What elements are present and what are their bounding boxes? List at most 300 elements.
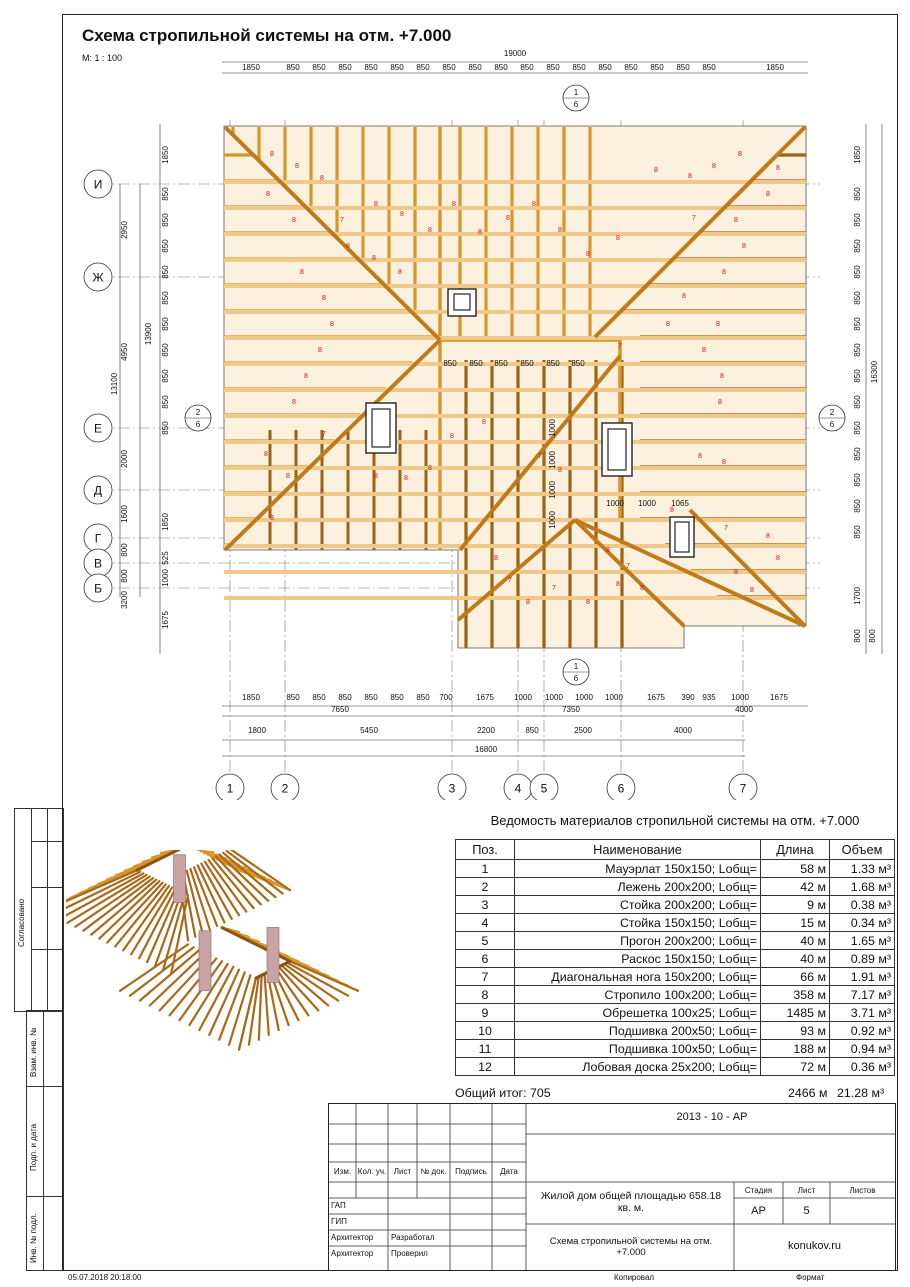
position-marker: 8 bbox=[270, 515, 274, 522]
dimension-label: 850 bbox=[442, 63, 456, 72]
row-length: 66 м bbox=[761, 968, 830, 986]
dimension-label: 1000 bbox=[548, 419, 557, 437]
dimension-label: 850 bbox=[853, 239, 862, 253]
position-marker: 8 bbox=[322, 295, 326, 302]
position-marker: 8 bbox=[532, 201, 536, 208]
section-sheet: 6 bbox=[195, 420, 201, 429]
row-pos: 9 bbox=[456, 1004, 515, 1022]
position-marker: 8 bbox=[558, 227, 562, 234]
position-marker: 7 bbox=[692, 215, 696, 222]
dimension-label: 850 bbox=[853, 265, 862, 279]
dimension-label: 1675 bbox=[476, 693, 494, 702]
dimension-label: 850 bbox=[364, 693, 378, 702]
dimension-label: 1850 bbox=[853, 146, 862, 164]
position-marker: 7 bbox=[340, 217, 344, 224]
dimension-label: 850 bbox=[338, 693, 352, 702]
dimension-label: 850 bbox=[572, 63, 586, 72]
dimension-label: 850 bbox=[468, 63, 482, 72]
dimension-label: 1000 bbox=[606, 499, 624, 508]
dimension-label: 1850 bbox=[766, 63, 784, 72]
dimension-label: 850 bbox=[469, 359, 483, 368]
dimension-label: 850 bbox=[650, 63, 664, 72]
materials-header-row bbox=[456, 840, 895, 860]
dimension-label: 2950 bbox=[120, 221, 129, 239]
position-marker: 8 bbox=[304, 373, 308, 380]
dimension-label: 850 bbox=[416, 63, 430, 72]
row-length: 58 м bbox=[761, 860, 830, 878]
action-checked: Проверил bbox=[391, 1249, 428, 1258]
position-marker: 7 bbox=[322, 431, 326, 438]
position-marker: 8 bbox=[722, 269, 726, 276]
iso-chimney bbox=[174, 855, 186, 903]
dimension-label: 1600 bbox=[120, 505, 129, 523]
position-marker: 8 bbox=[450, 433, 454, 440]
dimension-label: 850 bbox=[161, 213, 170, 227]
position-marker: 8 bbox=[640, 585, 644, 592]
position-marker: 8 bbox=[398, 269, 402, 276]
position-marker: 8 bbox=[452, 201, 456, 208]
dimension-label: 850 bbox=[853, 395, 862, 409]
chimney-2 bbox=[366, 403, 396, 453]
position-marker: 8 bbox=[558, 467, 562, 474]
dimension-label: 850 bbox=[853, 187, 862, 201]
dimension-label: 13100 bbox=[110, 372, 119, 396]
dimension-label: 1675 bbox=[161, 611, 170, 629]
row-pos: 12 bbox=[456, 1058, 515, 1076]
role-gip: ГИП bbox=[331, 1217, 347, 1226]
section-sheet: 6 bbox=[573, 674, 579, 683]
materials-row bbox=[456, 1004, 895, 1022]
row-volume: 3.71 м³ bbox=[830, 1004, 895, 1022]
position-marker: 8 bbox=[374, 201, 378, 208]
dimension-label: 1000 bbox=[638, 499, 656, 508]
dimension-label: 2000 bbox=[120, 450, 129, 468]
row-pos: 2 bbox=[456, 878, 515, 896]
sheet-label: Лист bbox=[797, 1186, 816, 1195]
dimension-label: 850 bbox=[161, 265, 170, 279]
position-marker: 8 bbox=[718, 399, 722, 406]
dimension-label: 850 bbox=[624, 63, 638, 72]
materials-row bbox=[456, 968, 895, 986]
inventory-box bbox=[26, 1010, 64, 1271]
dimension-label: 800 bbox=[853, 629, 862, 643]
row-length: 15 м bbox=[761, 914, 830, 932]
row-pos: 4 bbox=[456, 914, 515, 932]
axis-row-label: Б bbox=[94, 581, 102, 596]
dimension-label: 850 bbox=[390, 693, 404, 702]
dimension-label: 16800 bbox=[474, 745, 498, 754]
position-marker: 7 bbox=[552, 585, 556, 592]
dimension-label: 1700 bbox=[853, 587, 862, 605]
materials-row bbox=[456, 1040, 895, 1058]
section-sheet: 6 bbox=[829, 420, 835, 429]
inv-vzam-label: Взам. инв. № bbox=[29, 1027, 38, 1077]
row-pos: 8 bbox=[456, 986, 515, 1004]
position-marker: 8 bbox=[776, 165, 780, 172]
row-name: Подшивка 100х50; Lобщ= bbox=[515, 1040, 761, 1058]
row-volume: 1.68 м³ bbox=[830, 878, 895, 896]
section-number: 1 bbox=[573, 662, 579, 671]
row-name: Стропило 100х200; Lобщ= bbox=[515, 986, 761, 1004]
dimension-label: 850 bbox=[286, 693, 300, 702]
dimension-label: 19000 bbox=[503, 49, 527, 58]
dimension-label: 850 bbox=[702, 63, 716, 72]
position-marker: 8 bbox=[404, 475, 408, 482]
dimension-label: 1000 bbox=[731, 693, 749, 702]
dimension-label: 4000 bbox=[674, 726, 692, 735]
axis-col-label: 2 bbox=[281, 781, 289, 796]
project-code: 2013 - 10 - АР bbox=[676, 1111, 748, 1123]
row-length: 358 м bbox=[761, 986, 830, 1004]
position-marker: 8 bbox=[292, 217, 296, 224]
position-marker: 8 bbox=[266, 191, 270, 198]
position-marker: 7 bbox=[508, 577, 512, 584]
section-number: 2 bbox=[195, 408, 201, 417]
row-pos: 10 bbox=[456, 1022, 515, 1040]
dimension-label: 850 bbox=[312, 63, 326, 72]
row-length: 40 м bbox=[761, 932, 830, 950]
stage-label: Стадия bbox=[744, 1186, 773, 1195]
agreed-box bbox=[14, 808, 64, 1012]
dimension-label: 1000 bbox=[514, 693, 532, 702]
sign-date-label: Подп. и дата bbox=[29, 1123, 38, 1171]
dimension-label: 1850 bbox=[242, 63, 260, 72]
dimension-label: 850 bbox=[161, 421, 170, 435]
position-marker: 8 bbox=[320, 489, 324, 496]
row-pos: 7 bbox=[456, 968, 515, 986]
row-pos: 3 bbox=[456, 896, 515, 914]
position-marker: 8 bbox=[286, 473, 290, 480]
dimension-label: 1000 bbox=[575, 693, 593, 702]
materials-row bbox=[456, 1022, 895, 1040]
sheet-title: Схема стропильной системы на отм. +7.000 bbox=[549, 1236, 713, 1258]
position-marker: 8 bbox=[295, 163, 299, 170]
dimension-label: 935 bbox=[702, 693, 716, 702]
agreed-label: Согласовано bbox=[17, 898, 26, 947]
dimension-label: 850 bbox=[546, 63, 560, 72]
row-pos: 5 bbox=[456, 932, 515, 950]
axis-row-label: Е bbox=[93, 421, 103, 436]
dimension-label: 1800 bbox=[248, 726, 266, 735]
dimension-label: 4000 bbox=[735, 705, 753, 714]
row-name: Подшивка 200х50; Lобщ= bbox=[515, 1022, 761, 1040]
chimney-3 bbox=[602, 423, 632, 476]
position-marker: 8 bbox=[670, 507, 674, 514]
dimension-label: 850 bbox=[571, 359, 585, 368]
dimension-label: 700 bbox=[439, 693, 453, 702]
dimension-label: 1675 bbox=[647, 693, 665, 702]
position-marker: 8 bbox=[750, 587, 754, 594]
position-marker: 8 bbox=[374, 473, 378, 480]
position-marker: 8 bbox=[712, 163, 716, 170]
materials-row bbox=[456, 914, 895, 932]
row-length: 188 м bbox=[761, 1040, 830, 1058]
row-length: 1485 м bbox=[761, 1004, 830, 1022]
position-marker: 7 bbox=[618, 343, 622, 350]
row-volume: 0.92 м³ bbox=[830, 1022, 895, 1040]
dimension-label: 800 bbox=[120, 543, 129, 557]
row-volume: 1.65 м³ bbox=[830, 932, 895, 950]
position-marker: 8 bbox=[766, 533, 770, 540]
dimension-label: 850 bbox=[364, 63, 378, 72]
axis-row-label: В bbox=[93, 556, 103, 571]
position-marker: 8 bbox=[428, 465, 432, 472]
axis-col-label: 5 bbox=[540, 781, 548, 796]
row-name: Диагональная нога 150х200; Lобщ= bbox=[515, 968, 761, 986]
dimension-label: 850 bbox=[598, 63, 612, 72]
dimension-label: 2500 bbox=[574, 726, 592, 735]
axis-row-label: Ж bbox=[92, 270, 104, 285]
position-marker: 8 bbox=[494, 555, 498, 562]
dimension-label: 1850 bbox=[161, 146, 170, 164]
row-name: Стойка 150х150; Lобщ= bbox=[515, 914, 761, 932]
dimension-label: 1065 bbox=[671, 499, 689, 508]
dimension-label: 1000 bbox=[548, 451, 557, 469]
dimension-label: 850 bbox=[443, 359, 457, 368]
dimension-label: 850 bbox=[494, 359, 508, 368]
object-name: Жилой дом общей площадью 658.18 кв. м. bbox=[540, 1190, 722, 1214]
position-marker: 8 bbox=[270, 151, 274, 158]
dimension-label: 7350 bbox=[562, 705, 580, 714]
materials-title: Ведомость материалов стропильной системы на отм. +7.000 bbox=[490, 813, 860, 828]
dimension-label: 4950 bbox=[120, 343, 129, 361]
position-marker: 8 bbox=[300, 269, 304, 276]
dimension-label: 850 bbox=[338, 63, 352, 72]
dimension-label: 1850 bbox=[242, 693, 260, 702]
section-sheet: 6 bbox=[573, 100, 579, 109]
dimension-label: 525 bbox=[161, 551, 170, 565]
position-marker: 8 bbox=[616, 235, 620, 242]
dimension-label: 850 bbox=[853, 499, 862, 513]
materials-row bbox=[456, 986, 895, 1004]
position-marker: 8 bbox=[478, 229, 482, 236]
dimension-label: 850 bbox=[520, 359, 534, 368]
row-pos: 1 bbox=[456, 860, 515, 878]
dimension-label: 850 bbox=[853, 421, 862, 435]
dimension-label: 850 bbox=[161, 239, 170, 253]
dimension-label: 850 bbox=[520, 63, 534, 72]
materials-total bbox=[455, 1085, 895, 1103]
dimension-label: 1000 bbox=[545, 693, 563, 702]
dimension-label: 850 bbox=[161, 317, 170, 331]
col-pos: Поз. bbox=[456, 840, 515, 860]
row-name: Прогон 200х200; Lобщ= bbox=[515, 932, 761, 950]
dimension-label: 850 bbox=[853, 473, 862, 487]
axis-col-label: 7 bbox=[739, 781, 747, 796]
axis-row-label: И bbox=[93, 177, 103, 192]
title-block bbox=[328, 1103, 896, 1271]
role-architect-2: Архитектор bbox=[331, 1249, 374, 1258]
position-marker: 8 bbox=[318, 347, 322, 354]
position-marker: 8 bbox=[698, 453, 702, 460]
position-marker: 8 bbox=[776, 555, 780, 562]
roof-3d-view bbox=[66, 850, 446, 1090]
position-marker: 8 bbox=[666, 321, 670, 328]
dimension-label: 850 bbox=[286, 63, 300, 72]
action-developed: Разработал bbox=[391, 1233, 435, 1242]
position-marker: 8 bbox=[346, 243, 350, 250]
total-length: 2466 м bbox=[788, 1086, 828, 1100]
dimension-label: 850 bbox=[853, 525, 862, 539]
stamp-col-kol: Кол. уч. bbox=[357, 1167, 387, 1176]
page-title: Схема стропильной системы на отм. +7.000 bbox=[82, 26, 452, 45]
position-marker: 8 bbox=[506, 215, 510, 222]
iso-chimney bbox=[267, 927, 279, 982]
dimension-label: 1675 bbox=[770, 693, 788, 702]
dimension-label: 850 bbox=[853, 291, 862, 305]
materials-row bbox=[456, 896, 895, 914]
dimension-label: 850 bbox=[494, 63, 508, 72]
dimension-label: 1000 bbox=[161, 569, 170, 587]
dimension-label: 800 bbox=[120, 569, 129, 583]
dimension-label: 1000 bbox=[548, 481, 557, 499]
dimension-label: 850 bbox=[525, 726, 539, 735]
row-volume: 0.94 м³ bbox=[830, 1040, 895, 1058]
position-marker: 8 bbox=[654, 167, 658, 174]
total-volume: 21.28 м³ bbox=[837, 1086, 885, 1100]
site-name: konukov.ru bbox=[788, 1240, 841, 1252]
inv-orig-label: Инв. № подл. bbox=[29, 1213, 38, 1263]
axis-col-label: 1 bbox=[226, 781, 234, 796]
axis-row-label: Д bbox=[93, 483, 103, 498]
dimension-label: 850 bbox=[312, 693, 326, 702]
dimension-label: 850 bbox=[853, 447, 862, 461]
position-marker: 8 bbox=[716, 321, 720, 328]
dimension-label: 390 bbox=[681, 693, 695, 702]
col-length: Длина bbox=[761, 840, 830, 860]
format-label: Формат bbox=[796, 1273, 825, 1282]
position-marker: 8 bbox=[264, 451, 268, 458]
position-marker: 8 bbox=[292, 399, 296, 406]
row-volume: 0.34 м³ bbox=[830, 914, 895, 932]
role-architect-1: Архитектор bbox=[331, 1233, 374, 1242]
dimension-label: 850 bbox=[161, 369, 170, 383]
row-length: 40 м bbox=[761, 950, 830, 968]
position-marker: 7 bbox=[724, 525, 728, 532]
stamp-col-sign: Подпись bbox=[455, 1167, 487, 1176]
position-marker: 8 bbox=[722, 459, 726, 466]
scale-label: М: 1 : 100 bbox=[82, 53, 123, 63]
position-marker: 8 bbox=[428, 227, 432, 234]
row-length: 93 м bbox=[761, 1022, 830, 1040]
position-marker: 8 bbox=[738, 151, 742, 158]
materials-row bbox=[456, 950, 895, 968]
row-name: Лобовая доска 25х200; Lобщ= bbox=[515, 1058, 761, 1076]
row-volume: 1.91 м³ bbox=[830, 968, 895, 986]
row-name: Раскос 150х150; Lобщ= bbox=[515, 950, 761, 968]
row-length: 42 м bbox=[761, 878, 830, 896]
position-marker: 8 bbox=[616, 581, 620, 588]
dimension-label: 850 bbox=[853, 213, 862, 227]
materials-row bbox=[456, 878, 895, 896]
row-volume: 0.38 м³ bbox=[830, 896, 895, 914]
row-name: Обрешетка 100х25; Lобщ= bbox=[515, 1004, 761, 1022]
position-marker: 7 bbox=[538, 453, 542, 460]
position-marker: 8 bbox=[720, 373, 724, 380]
position-marker: 8 bbox=[526, 599, 530, 606]
dimension-label: 3200 bbox=[120, 591, 129, 609]
position-marker: 8 bbox=[688, 173, 692, 180]
dimension-label: 850 bbox=[390, 63, 404, 72]
row-name: Стойка 200х200; Lобщ= bbox=[515, 896, 761, 914]
iso-beam bbox=[222, 928, 290, 962]
dimension-label: 850 bbox=[546, 359, 560, 368]
total-label: Общий итог: 705 bbox=[455, 1086, 551, 1100]
position-marker: 8 bbox=[320, 175, 324, 182]
dimension-label: 2200 bbox=[477, 726, 495, 735]
section-number: 2 bbox=[829, 408, 835, 417]
materials-row bbox=[456, 1058, 895, 1076]
row-length: 72 м bbox=[761, 1058, 830, 1076]
dimension-label: 850 bbox=[676, 63, 690, 72]
chimney-4 bbox=[670, 517, 694, 557]
axis-col-label: 6 bbox=[617, 781, 625, 796]
chimney-1 bbox=[448, 289, 476, 316]
stage-value: АР bbox=[751, 1205, 766, 1217]
axis-col-label: 4 bbox=[514, 781, 522, 796]
dimension-label: 850 bbox=[853, 343, 862, 357]
materials-row bbox=[456, 932, 895, 950]
dimension-label: 850 bbox=[416, 693, 430, 702]
dimension-label: 850 bbox=[161, 395, 170, 409]
stamp-col-izm: Изм. bbox=[333, 1167, 352, 1176]
position-marker: 8 bbox=[330, 321, 334, 328]
iso-beam bbox=[259, 975, 262, 1040]
iso-chimney bbox=[199, 931, 211, 991]
stamp-col-doc: № док. bbox=[420, 1167, 447, 1176]
row-name: Лежень 200х200; Lобщ= bbox=[515, 878, 761, 896]
row-volume: 1.33 м³ bbox=[830, 860, 895, 878]
axis-row-label: Г bbox=[94, 531, 102, 546]
position-marker: 8 bbox=[734, 569, 738, 576]
role-gap: ГАП bbox=[331, 1201, 346, 1210]
materials-row bbox=[456, 860, 895, 878]
iso-beam bbox=[198, 865, 225, 922]
position-marker: 8 bbox=[586, 251, 590, 258]
section-number: 1 bbox=[573, 88, 579, 97]
row-volume: 0.89 м³ bbox=[830, 950, 895, 968]
row-volume: 7.17 м³ bbox=[830, 986, 895, 1004]
row-volume: 0.36 м³ bbox=[830, 1058, 895, 1076]
copied-label: Копировал bbox=[614, 1273, 655, 1282]
position-marker: 8 bbox=[586, 599, 590, 606]
dimension-label: 16300 bbox=[870, 360, 879, 384]
col-volume: Объем bbox=[830, 840, 895, 860]
dimension-label: 13900 bbox=[144, 322, 153, 346]
position-marker: 7 bbox=[626, 563, 630, 570]
dimension-label: 7650 bbox=[331, 705, 349, 714]
position-marker: 8 bbox=[742, 243, 746, 250]
row-name: Мауэрлат 150х150; Lобщ= bbox=[515, 860, 761, 878]
position-marker: 8 bbox=[734, 217, 738, 224]
print-date: 05.07.2018 20:18:00 bbox=[68, 1273, 142, 1282]
dimension-label: 850 bbox=[161, 187, 170, 201]
dimension-label: 5450 bbox=[360, 726, 378, 735]
dimension-label: 850 bbox=[161, 291, 170, 305]
sheet-value: 5 bbox=[803, 1205, 810, 1217]
dimension-label: 1850 bbox=[161, 513, 170, 531]
dimension-label: 1000 bbox=[548, 511, 557, 529]
iso-beam bbox=[201, 851, 214, 852]
row-pos: 6 bbox=[456, 950, 515, 968]
dimension-label: 850 bbox=[161, 343, 170, 357]
position-marker: 8 bbox=[400, 211, 404, 218]
dimension-label: 1000 bbox=[605, 693, 623, 702]
materials-table bbox=[455, 839, 895, 1076]
row-length: 9 м bbox=[761, 896, 830, 914]
stamp-col-list: Лист bbox=[393, 1167, 412, 1176]
dimension-label: 850 bbox=[853, 369, 862, 383]
